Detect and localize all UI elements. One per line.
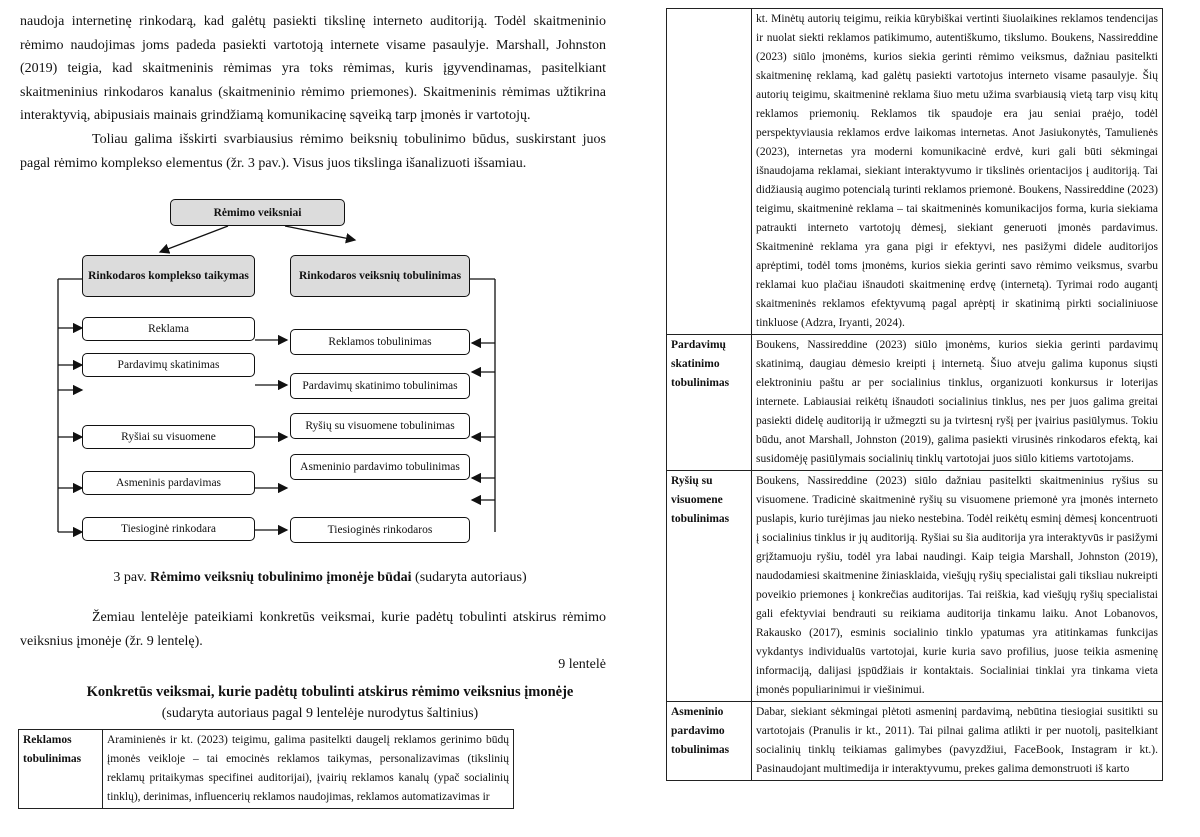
table-row (667, 471, 1163, 702)
diagram-right-head: Rinkodaros veiksnių tobulinimas (290, 255, 470, 297)
diagram-left-head: Rinkodaros komplekso taikymas (82, 255, 255, 297)
table-row-text: Araminienės ir kt. (2023) teigimu, galima pasitelkti daugelį reklamos gerinimo būdų įmonės veikloje – tai emocinės reklamos taikymas, personalizavimas (tikslinių reklamų pritaikymas specifinei auditorijai), įvairių reklamos kanalų (ypač socialinių tinklų), derinimas, influencerių reklamos naudojimas, reklamos automatizavimas ir (103, 730, 514, 809)
paragraph-intro: naudoja internetinę rinkodarą, kad galėtų pasiekti tikslinę interneto auditoriją. Todėl skaitmeninio rėmimo naudojimas joms padeda pasiekti vartotoją internete visame pasaulyje. Marshall, Johnston (2019) teigia, kad skaitmeninis rėmimas yra toks rėmimas, kuris įgyvendinamas, pasitelkiant skaitmeninius rinkodaros kanalus (skaitmeninio rėmimo priemones). Skaitmeninis rėmimas užtikrina interaktyvią, abipusiais mainais grindžiamą komunikacinę sąveiką tarp įmonės ir vartotojų. (20, 14, 606, 123)
diagram-left-item: Pardavimų skatinimas (82, 353, 255, 377)
table-row-label (667, 9, 752, 335)
table-row (667, 702, 1163, 781)
table-title: Konkretūs veiksmai, kurie padėtų tobulinti atskirus rėmimo veiksnius įmonėje (86, 684, 574, 700)
actions-table-part1 (18, 729, 514, 809)
paragraph-methods: Toliau galima išskirti svarbiausius rėmimo beiksnių tobulinimo būdus, suskirstant juos pagal rėmimo komplekso elementus (žr. 3 pav.). Visus juos tikslinga išanalizuoti išsamiau. (20, 132, 606, 171)
table-row-text: Boukens, Nassireddine (2023) siūlo įmonėms, kurios siekia gerinti pardavimų skatinimą, daugiau dėmesio kreipti į internetą. Šiuo atveju galima kuponus siųsti elektroniniu paštu ar per socialinius tinklus, organizuoti konkursus ir loterijas internete. Labiausiai reikėtų išnaudoti socialinius tinklus, nes per juos galima greitai pasiekti didelę auditoriją ir užmegzti su ja tvirtesnį ryšį per įvairius pasiūlymus. Tokiu būdu, anot Marshall, Johnston (2019), galima pasiekti virusinės rinkodaros efektą, kai susidomėję pasiūlymais socialinių tinklų vartotojai juos siūlo kitiems vartotojams. (752, 335, 1163, 471)
diagram-top-box: Rėmimo veiksniai (170, 199, 345, 226)
diagram-right-item: Reklamos tobulinimas (290, 329, 470, 355)
diagram-right-item: Tiesioginės rinkodaros (290, 517, 470, 543)
table-row-label: Reklamos tobulinimas (19, 730, 103, 809)
diagram-right-item: Asmeninio pardavimo tobulinimas (290, 454, 470, 480)
diagram-left-item: Ryšiai su visuomene (82, 425, 255, 449)
right-page (648, 0, 1200, 837)
page-gutter (640, 0, 648, 837)
diagram-right-item: Pardavimų skatinimo tobulinimas (290, 373, 470, 399)
diagram-left-item: Reklama (82, 317, 255, 341)
table-number: 9 lentelė (558, 657, 606, 672)
table-row-text: Dabar, siekiant sėkmingai plėtoti asmeninį pardavimą, nebūtina tiesiogiai susitikti su vartotojais (Pranulis ir kt., 2011). Tai pilnai galima atlikti ir per nuotolį, pasitelkiant socialinių tinklų teikiamas galimybes (pavyzdžiui, FaceBook, Instagram ir kt.). Pasinaudojant multimedija ir interaktyvumu, prekes galima demonstruoti iš karto (752, 702, 1163, 781)
diagram-right-item: Ryšių su visuomene tobulinimas (290, 413, 470, 439)
table-row-label: Asmeninio pardavimo tobulinimas (667, 702, 752, 781)
paragraph-table-intro: Žemiau lentelėje pateikiami konkretūs veiksmai, kurie padėtų tobulinti atskirus rėmimo veiksnius įmonėje (žr. 9 lentelę). (20, 610, 606, 649)
diagram-left-item: Tiesioginė rinkodara (82, 517, 255, 541)
actions-table-part2 (666, 8, 1163, 781)
table-row (667, 335, 1163, 471)
table-row-text: kt. Minėtų autorių teigimu, reikia kūrybiškai vertinti šiuolaikines reklamos tendencijas ir nuolat siekti reklamos patikimumo, autentiškumo, tikslumo. Boukens, Nassireddine (2023) siūlo įmonėms, kurios siekia gerinti rėmimo veiksmus, dažniau pasitelkti skaitmeninę reklamą, kad galėtų pasiekti vartotojus interneto visame pasaulyje. Šių autorių teigimu, skaitmeninė reklama šiuo metu užima svarbiausią vietą tarp visų kitų reklamos priemonių. Reklamos tik spaudoje era jau seniai praėjo, todėl perspektyviausia reklamos erdve laikomas internetas. Anot Jasiukonytės, Tamulienės (2023), internetas yra moderni komunikacinė erdvė, kuri gali būti sėkmingai išnaudojama reklamai, siekiant interaktyvumo ir tikslinės orientacijos į auditoriją. Tai didžiausią augimo potencialą turinti reklamos priemonė. Boukens, Nassireddine (2023) teigimu, skaitmeninė reklama – tai skaitmeninės komunikacijos forma, kuria siekiama patraukti interneto vartotojų dėmesį, siekiant generuoti įmonės pardavimus. Skaitmeninė reklama yra gana pigi ir efektyvi, nes pasižymi didele auditorijos aprėptimi, todėl toms įmonėms, kurios siekia gerinti savo rėmimo veiksmus, svarbu reklamai kuo plačiau išnaudoti skaitmeninę erdvę (internetą). Tyrimai rodo augantį skaitmeninės reklamos efektyvumą pagal aprėptį ir skatinimą pirkti socialiniuose tinkluose (Adzra, Iryanti, 2024). (752, 9, 1163, 335)
table-row-text: Boukens, Nassireddine (2023) siūlo dažniau pasitelkti skaitmeninius ryšius su visuomene. Tradicinė skaitmeninė ryšių su visuomene priemonė yra įmonės interneto puslapis, kurio turėjimas jau nieko nestebina. Todėl reikėtų esminį dėmesį koncentruoti į socialinius tinklus ir jų auditoriją. Ryšiai su šia auditorija yra interaktyvūs ir pasižymi grįžtamuoju ryšiu, todėl yra labai naudingi. Kaip teigia Marshall, Johnston (2019), naudodamiesi skaitmenine žiniasklaida, viešųjų ryšių specialistai gali tiksliau nukreipti poveikio priemones į konkrečias auditorijas. Tai reiškia, kad viešųjų ryšių specialistai gali efektyviai bendrauti su reikiama auditorija tinkamu laiku. Anot Lobanovos, Rakausko (2017), esminis socialinio tinklo ypatumas yra atitinkamas funkcijas vykdantys individualūs vartotojai, kurie kuria savo profilius, juose teikia asmeninę informaciją, dalijasi įspūdžiais ir kontaktais. Socialiniai tinklai yra tinkama vieta įmonės populiarinimui ir viešinimui. (752, 471, 1163, 702)
table-row-label: Ryšių su visuomene tobulinimas (667, 471, 752, 702)
table-row (667, 9, 1163, 335)
table-row (19, 730, 514, 809)
table-subtitle: (sudaryta autoriaus pagal 9 lentelėje nurodytus šaltinius) (161, 706, 479, 721)
figure-caption: 3 pav. Rėmimo veiksnių tobulinimo įmonėje būdai (sudaryta autoriaus) (113, 570, 527, 585)
table-row-label: Pardavimų skatinimo tobulinimas (667, 335, 752, 471)
diagram-left-item: Asmeninis pardavimas (82, 471, 255, 495)
